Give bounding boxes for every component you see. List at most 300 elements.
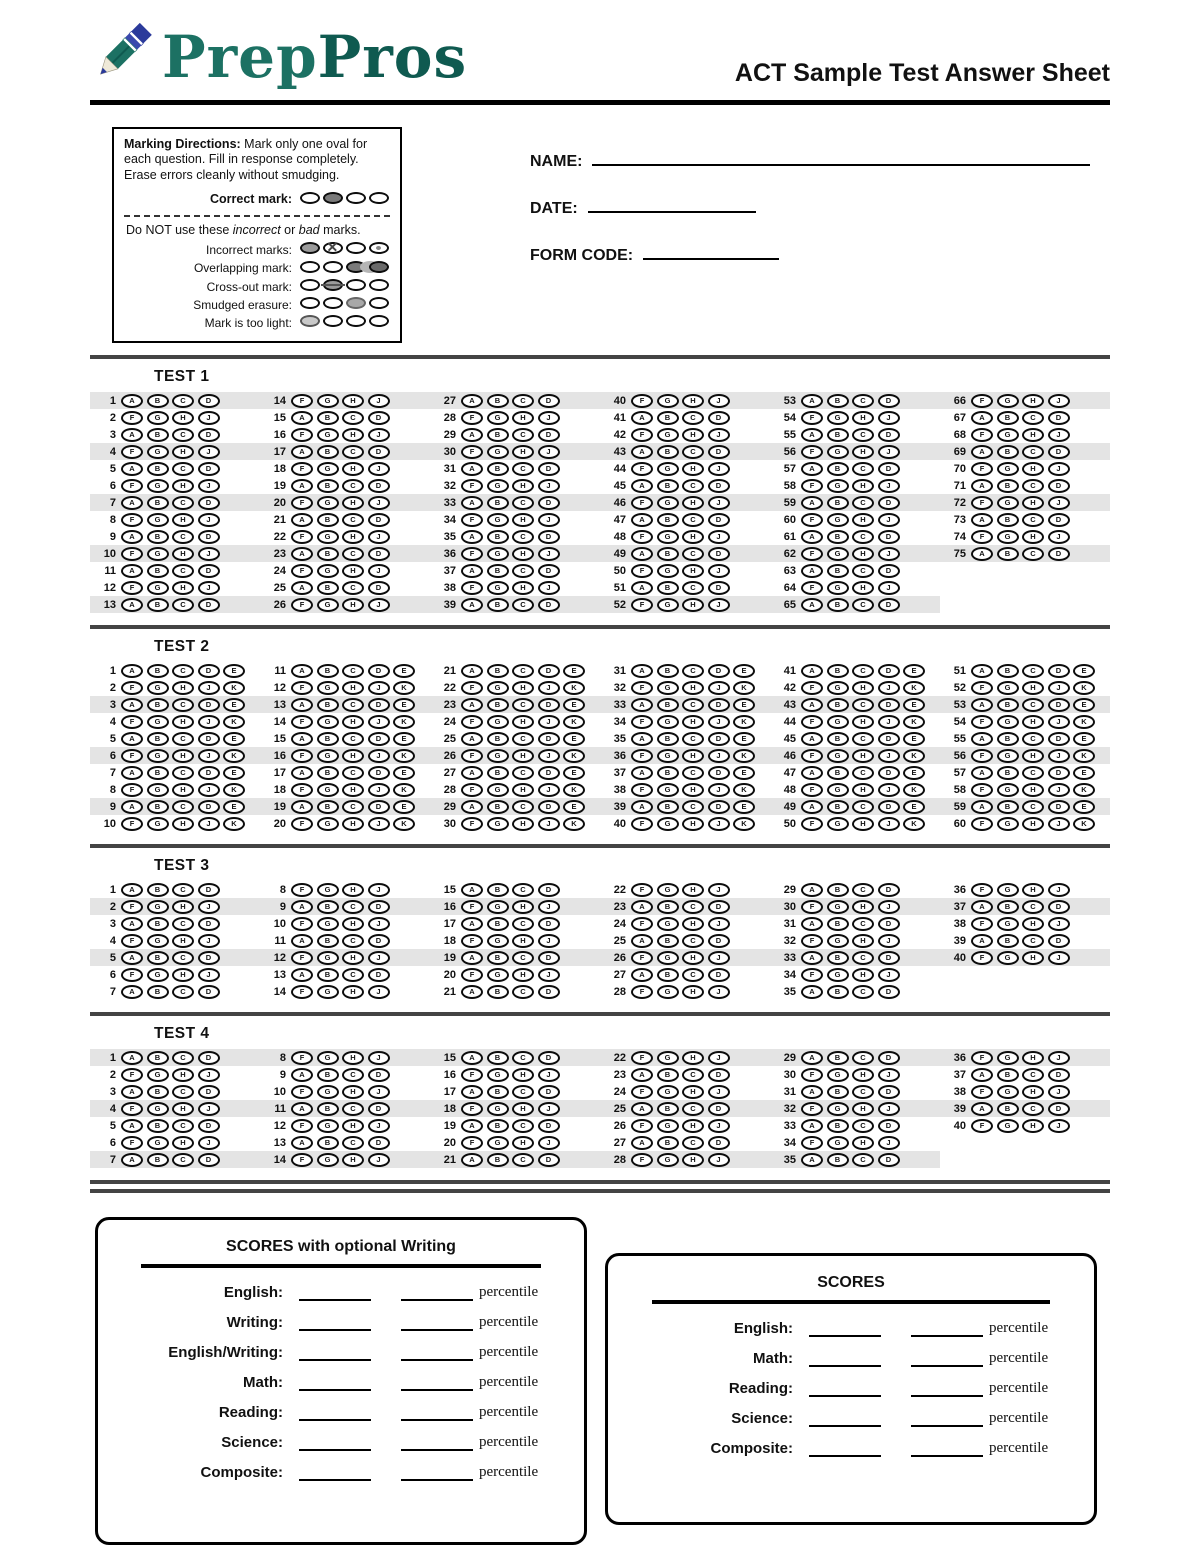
bubble-q23-B[interactable]: B <box>657 1068 679 1082</box>
bubble-q31-B[interactable]: B <box>827 917 849 931</box>
bubble-q40-G[interactable]: G <box>997 951 1019 965</box>
bubble-q16-F[interactable]: F <box>461 1068 483 1082</box>
scores-score-line[interactable] <box>809 1443 881 1457</box>
bubble-q10-H[interactable]: H <box>172 547 194 561</box>
bubble-q16-H[interactable]: H <box>342 749 364 763</box>
bubble-q16-G[interactable]: G <box>487 1068 509 1082</box>
bubble-q1-D[interactable]: D <box>198 1051 220 1065</box>
bubble-q8-G[interactable]: G <box>317 883 339 897</box>
bubble-q54-G[interactable]: G <box>827 411 849 425</box>
bubble-q15-B[interactable]: B <box>487 883 509 897</box>
bubble-q39-B[interactable]: B <box>657 800 679 814</box>
bubble-q28-F[interactable]: F <box>631 985 653 999</box>
bubble-q10-G[interactable]: G <box>147 547 169 561</box>
bubble-q60-F[interactable]: F <box>971 817 993 831</box>
bubble-q21-D[interactable]: D <box>368 513 390 527</box>
bubble-q57-C[interactable]: C <box>852 462 874 476</box>
bubble-q21-B[interactable]: B <box>487 1153 509 1167</box>
bubble-q52-F[interactable]: F <box>631 598 653 612</box>
bubble-q6-G[interactable]: G <box>147 749 169 763</box>
bubble-q11-D[interactable]: D <box>368 934 390 948</box>
bubble-q62-H[interactable]: H <box>852 547 874 561</box>
bubble-q40-F[interactable]: F <box>631 394 653 408</box>
bubble-q4-H[interactable]: H <box>172 1102 194 1116</box>
bubble-q1-C[interactable]: C <box>172 883 194 897</box>
bubble-q58-F[interactable]: F <box>971 783 993 797</box>
bubble-q1-A[interactable]: A <box>121 1051 143 1065</box>
bubble-q11-A[interactable]: A <box>291 934 313 948</box>
bubble-q10-F[interactable]: F <box>121 547 143 561</box>
bubble-q7-B[interactable]: B <box>147 985 169 999</box>
bubble-q30-G[interactable]: G <box>487 445 509 459</box>
bubble-q12-G[interactable]: G <box>317 681 339 695</box>
bubble-q26-F[interactable]: F <box>461 749 483 763</box>
bubble-q5-C[interactable]: C <box>172 462 194 476</box>
bubble-q47-C[interactable]: C <box>852 766 874 780</box>
bubble-q17-D[interactable]: D <box>368 766 390 780</box>
bubble-q29-D[interactable]: D <box>878 883 900 897</box>
bubble-q31-A[interactable]: A <box>801 1085 823 1099</box>
bubble-q22-J[interactable]: J <box>538 681 560 695</box>
bubble-q1-A[interactable]: A <box>121 664 143 678</box>
bubble-q74-G[interactable]: G <box>997 530 1019 544</box>
bubble-q70-H[interactable]: H <box>1022 462 1044 476</box>
bubble-q20-G[interactable]: G <box>317 817 339 831</box>
bubble-q59-D[interactable]: D <box>1048 800 1070 814</box>
bubble-q42-K[interactable]: K <box>903 681 925 695</box>
bubble-q24-H[interactable]: H <box>342 564 364 578</box>
bubble-q50-G[interactable]: G <box>657 564 679 578</box>
bubble-q39-D[interactable]: D <box>1048 934 1070 948</box>
bubble-q69-D[interactable]: D <box>1048 445 1070 459</box>
bubble-q16-G[interactable]: G <box>317 428 339 442</box>
bubble-q13-C[interactable]: C <box>342 968 364 982</box>
bubble-q5-D[interactable]: D <box>198 1119 220 1133</box>
bubble-q54-J[interactable]: J <box>1048 715 1070 729</box>
bubble-q39-D[interactable]: D <box>708 800 730 814</box>
bubble-q11-A[interactable]: A <box>121 564 143 578</box>
bubble-q20-J[interactable]: J <box>538 1136 560 1150</box>
bubble-q22-H[interactable]: H <box>342 530 364 544</box>
bubble-q5-D[interactable]: D <box>198 951 220 965</box>
bubble-q45-B[interactable]: B <box>657 479 679 493</box>
bubble-q41-B[interactable]: B <box>657 411 679 425</box>
bubble-q39-B[interactable]: B <box>487 598 509 612</box>
bubble-q57-E[interactable]: E <box>1073 766 1095 780</box>
bubble-q48-J[interactable]: J <box>708 530 730 544</box>
bubble-q23-D[interactable]: D <box>368 547 390 561</box>
bubble-q59-D[interactable]: D <box>878 496 900 510</box>
bubble-q5-B[interactable]: B <box>147 951 169 965</box>
bubble-q36-G[interactable]: G <box>997 1051 1019 1065</box>
bubble-q50-F[interactable]: F <box>631 564 653 578</box>
bubble-q35-B[interactable]: B <box>487 530 509 544</box>
bubble-q31-C[interactable]: C <box>852 917 874 931</box>
bubble-q13-B[interactable]: B <box>317 968 339 982</box>
scores-percentile-line[interactable] <box>911 1353 983 1367</box>
bubble-q39-B[interactable]: B <box>997 1102 1019 1116</box>
bubble-q2-H[interactable]: H <box>172 1068 194 1082</box>
bubble-q34-H[interactable]: H <box>512 513 534 527</box>
bubble-q33-D[interactable]: D <box>538 496 560 510</box>
bubble-q36-F[interactable]: F <box>971 883 993 897</box>
bubble-q29-D[interactable]: D <box>538 800 560 814</box>
bubble-q65-C[interactable]: C <box>852 598 874 612</box>
bubble-q24-H[interactable]: H <box>682 917 704 931</box>
bubble-q25-C[interactable]: C <box>512 732 534 746</box>
bubble-q39-C[interactable]: C <box>682 800 704 814</box>
bubble-q62-G[interactable]: G <box>827 547 849 561</box>
bubble-q1-A[interactable]: A <box>121 394 143 408</box>
bubble-q12-H[interactable]: H <box>342 951 364 965</box>
bubble-q10-G[interactable]: G <box>317 1085 339 1099</box>
bubble-q43-D[interactable]: D <box>708 445 730 459</box>
bubble-q14-F[interactable]: F <box>291 985 313 999</box>
bubble-q24-J[interactable]: J <box>368 564 390 578</box>
bubble-q46-K[interactable]: K <box>903 749 925 763</box>
bubble-q14-H[interactable]: H <box>342 985 364 999</box>
bubble-q13-D[interactable]: D <box>198 598 220 612</box>
bubble-q30-F[interactable]: F <box>801 1068 823 1082</box>
bubble-q43-B[interactable]: B <box>657 445 679 459</box>
bubble-q23-D[interactable]: D <box>708 900 730 914</box>
bubble-q13-A[interactable]: A <box>121 598 143 612</box>
bubble-q61-A[interactable]: A <box>801 530 823 544</box>
bubble-q29-C[interactable]: C <box>512 800 534 814</box>
bubble-q34-G[interactable]: G <box>657 715 679 729</box>
bubble-q5-A[interactable]: A <box>121 1119 143 1133</box>
bubble-q27-A[interactable]: A <box>631 1136 653 1150</box>
bubble-q2-J[interactable]: J <box>198 900 220 914</box>
bubble-q35-D[interactable]: D <box>708 732 730 746</box>
bubble-q52-J[interactable]: J <box>1048 681 1070 695</box>
bubble-q64-G[interactable]: G <box>827 581 849 595</box>
bubble-q56-G[interactable]: G <box>997 749 1019 763</box>
bubble-q4-G[interactable]: G <box>147 715 169 729</box>
bubble-q49-C[interactable]: C <box>852 800 874 814</box>
bubble-q8-F[interactable]: F <box>121 783 143 797</box>
bubble-q29-C[interactable]: C <box>512 428 534 442</box>
bubble-q66-H[interactable]: H <box>1022 394 1044 408</box>
scores-percentile-line[interactable] <box>911 1383 983 1397</box>
bubble-q14-G[interactable]: G <box>317 715 339 729</box>
bubble-q44-G[interactable]: G <box>657 462 679 476</box>
bubble-q62-J[interactable]: J <box>878 547 900 561</box>
bubble-q14-G[interactable]: G <box>317 1153 339 1167</box>
bubble-q26-H[interactable]: H <box>342 598 364 612</box>
bubble-q36-H[interactable]: H <box>1022 883 1044 897</box>
scores-optional-score-line[interactable] <box>299 1347 371 1361</box>
bubble-q18-H[interactable]: H <box>342 462 364 476</box>
bubble-q28-J[interactable]: J <box>538 411 560 425</box>
bubble-q1-E[interactable]: E <box>223 664 245 678</box>
bubble-q36-G[interactable]: G <box>487 547 509 561</box>
bubble-q55-B[interactable]: B <box>997 732 1019 746</box>
bubble-q20-F[interactable]: F <box>291 496 313 510</box>
bubble-q41-E[interactable]: E <box>903 664 925 678</box>
bubble-q32-F[interactable]: F <box>801 1102 823 1116</box>
bubble-q18-H[interactable]: H <box>512 1102 534 1116</box>
scores-optional-percentile-line[interactable] <box>401 1377 473 1391</box>
bubble-q15-E[interactable]: E <box>393 732 415 746</box>
bubble-q17-D[interactable]: D <box>538 1085 560 1099</box>
bubble-q40-F[interactable]: F <box>971 951 993 965</box>
bubble-q72-J[interactable]: J <box>1048 496 1070 510</box>
bubble-q8-H[interactable]: H <box>172 513 194 527</box>
bubble-q64-J[interactable]: J <box>878 581 900 595</box>
bubble-q20-G[interactable]: G <box>487 1136 509 1150</box>
bubble-q33-A[interactable]: A <box>461 496 483 510</box>
bubble-q8-J[interactable]: J <box>198 783 220 797</box>
bubble-q25-B[interactable]: B <box>317 581 339 595</box>
bubble-q47-B[interactable]: B <box>827 766 849 780</box>
bubble-q24-F[interactable]: F <box>461 715 483 729</box>
bubble-q43-C[interactable]: C <box>852 698 874 712</box>
bubble-q28-G[interactable]: G <box>487 411 509 425</box>
bubble-q59-B[interactable]: B <box>827 496 849 510</box>
bubble-q58-H[interactable]: H <box>852 479 874 493</box>
bubble-q48-F[interactable]: F <box>801 783 823 797</box>
bubble-q46-G[interactable]: G <box>657 496 679 510</box>
bubble-q54-F[interactable]: F <box>801 411 823 425</box>
bubble-q37-D[interactable]: D <box>1048 1068 1070 1082</box>
bubble-q60-G[interactable]: G <box>997 817 1019 831</box>
bubble-q52-J[interactable]: J <box>708 598 730 612</box>
bubble-q52-H[interactable]: H <box>682 598 704 612</box>
bubble-q34-F[interactable]: F <box>801 1136 823 1150</box>
bubble-q14-H[interactable]: H <box>342 394 364 408</box>
bubble-q10-H[interactable]: H <box>172 817 194 831</box>
bubble-q74-J[interactable]: J <box>1048 530 1070 544</box>
bubble-q10-J[interactable]: J <box>198 547 220 561</box>
bubble-q29-A[interactable]: A <box>461 800 483 814</box>
bubble-q15-A[interactable]: A <box>291 411 313 425</box>
bubble-q72-G[interactable]: G <box>997 496 1019 510</box>
bubble-q12-F[interactable]: F <box>121 581 143 595</box>
name-input-line[interactable] <box>592 153 1090 166</box>
bubble-q15-B[interactable]: B <box>317 732 339 746</box>
bubble-q41-D[interactable]: D <box>878 664 900 678</box>
bubble-q54-G[interactable]: G <box>997 715 1019 729</box>
bubble-q15-A[interactable]: A <box>461 883 483 897</box>
bubble-q22-H[interactable]: H <box>682 1051 704 1065</box>
bubble-q52-F[interactable]: F <box>971 681 993 695</box>
bubble-q70-G[interactable]: G <box>997 462 1019 476</box>
bubble-q19-E[interactable]: E <box>393 800 415 814</box>
bubble-q57-D[interactable]: D <box>1048 766 1070 780</box>
bubble-q58-J[interactable]: J <box>878 479 900 493</box>
bubble-q67-C[interactable]: C <box>1022 411 1044 425</box>
bubble-q11-C[interactable]: C <box>342 934 364 948</box>
scores-optional-percentile-line[interactable] <box>401 1467 473 1481</box>
bubble-q35-B[interactable]: B <box>657 732 679 746</box>
bubble-q15-A[interactable]: A <box>461 1051 483 1065</box>
bubble-q50-G[interactable]: G <box>827 817 849 831</box>
bubble-q5-A[interactable]: A <box>121 462 143 476</box>
bubble-q38-G[interactable]: G <box>487 581 509 595</box>
bubble-q20-F[interactable]: F <box>461 968 483 982</box>
bubble-q56-K[interactable]: K <box>1073 749 1095 763</box>
bubble-q68-G[interactable]: G <box>997 428 1019 442</box>
bubble-q37-B[interactable]: B <box>997 900 1019 914</box>
bubble-q12-F[interactable]: F <box>291 1119 313 1133</box>
bubble-q8-J[interactable]: J <box>368 1051 390 1065</box>
bubble-q38-H[interactable]: H <box>512 581 534 595</box>
bubble-q21-A[interactable]: A <box>461 664 483 678</box>
bubble-q28-G[interactable]: G <box>487 783 509 797</box>
bubble-q65-A[interactable]: A <box>801 598 823 612</box>
bubble-q31-A[interactable]: A <box>631 664 653 678</box>
bubble-q24-G[interactable]: G <box>487 715 509 729</box>
bubble-q38-F[interactable]: F <box>971 917 993 931</box>
bubble-q29-C[interactable]: C <box>852 883 874 897</box>
bubble-q37-C[interactable]: C <box>1022 900 1044 914</box>
scores-optional-percentile-line[interactable] <box>401 1317 473 1331</box>
bubble-q50-J[interactable]: J <box>878 817 900 831</box>
bubble-q36-G[interactable]: G <box>997 883 1019 897</box>
bubble-q4-F[interactable]: F <box>121 1102 143 1116</box>
bubble-q25-A[interactable]: A <box>291 581 313 595</box>
bubble-q45-D[interactable]: D <box>708 479 730 493</box>
bubble-q48-J[interactable]: J <box>878 783 900 797</box>
bubble-q10-F[interactable]: F <box>121 817 143 831</box>
bubble-q9-C[interactable]: C <box>342 1068 364 1082</box>
bubble-q16-H[interactable]: H <box>512 1068 534 1082</box>
bubble-q32-J[interactable]: J <box>538 479 560 493</box>
bubble-q64-H[interactable]: H <box>852 581 874 595</box>
bubble-q6-J[interactable]: J <box>198 1136 220 1150</box>
bubble-q18-G[interactable]: G <box>317 462 339 476</box>
bubble-q3-D[interactable]: D <box>198 698 220 712</box>
bubble-q17-B[interactable]: B <box>487 917 509 931</box>
bubble-q35-C[interactable]: C <box>852 985 874 999</box>
bubble-q51-B[interactable]: B <box>657 581 679 595</box>
bubble-q20-K[interactable]: K <box>393 817 415 831</box>
bubble-q62-F[interactable]: F <box>801 547 823 561</box>
bubble-q9-D[interactable]: D <box>198 800 220 814</box>
bubble-q19-B[interactable]: B <box>317 800 339 814</box>
bubble-q49-D[interactable]: D <box>708 547 730 561</box>
bubble-q14-F[interactable]: F <box>291 1153 313 1167</box>
bubble-q29-A[interactable]: A <box>461 428 483 442</box>
bubble-q7-B[interactable]: B <box>147 766 169 780</box>
bubble-q57-D[interactable]: D <box>878 462 900 476</box>
bubble-q40-J[interactable]: J <box>1048 1119 1070 1133</box>
bubble-q16-F[interactable]: F <box>291 749 313 763</box>
bubble-q45-C[interactable]: C <box>682 479 704 493</box>
bubble-q56-H[interactable]: H <box>852 445 874 459</box>
bubble-q27-D[interactable]: D <box>538 394 560 408</box>
bubble-q24-G[interactable]: G <box>317 564 339 578</box>
bubble-q11-C[interactable]: C <box>342 664 364 678</box>
bubble-q20-J[interactable]: J <box>538 968 560 982</box>
bubble-q22-H[interactable]: H <box>682 883 704 897</box>
bubble-q48-H[interactable]: H <box>682 530 704 544</box>
bubble-q27-B[interactable]: B <box>487 394 509 408</box>
bubble-q31-B[interactable]: B <box>827 1085 849 1099</box>
scores-optional-score-line[interactable] <box>299 1287 371 1301</box>
bubble-q41-D[interactable]: D <box>708 411 730 425</box>
bubble-q49-B[interactable]: B <box>657 547 679 561</box>
bubble-q37-B[interactable]: B <box>997 1068 1019 1082</box>
bubble-q22-G[interactable]: G <box>487 681 509 695</box>
bubble-q7-D[interactable]: D <box>198 985 220 999</box>
bubble-q16-F[interactable]: F <box>291 428 313 442</box>
bubble-q6-F[interactable]: F <box>121 749 143 763</box>
bubble-q12-G[interactable]: G <box>317 1119 339 1133</box>
bubble-q19-D[interactable]: D <box>368 479 390 493</box>
bubble-q50-F[interactable]: F <box>801 817 823 831</box>
bubble-q11-B[interactable]: B <box>317 1102 339 1116</box>
bubble-q22-G[interactable]: G <box>317 530 339 544</box>
bubble-q29-E[interactable]: E <box>563 800 585 814</box>
bubble-q33-A[interactable]: A <box>801 951 823 965</box>
bubble-q31-B[interactable]: B <box>657 664 679 678</box>
bubble-q1-B[interactable]: B <box>147 883 169 897</box>
bubble-q1-D[interactable]: D <box>198 883 220 897</box>
bubble-q28-K[interactable]: K <box>563 783 585 797</box>
bubble-q54-J[interactable]: J <box>878 411 900 425</box>
bubble-q46-J[interactable]: J <box>878 749 900 763</box>
bubble-q43-D[interactable]: D <box>878 698 900 712</box>
bubble-q66-F[interactable]: F <box>971 394 993 408</box>
bubble-q30-H[interactable]: H <box>852 1068 874 1082</box>
bubble-q39-E[interactable]: E <box>733 800 755 814</box>
bubble-q28-J[interactable]: J <box>708 985 730 999</box>
bubble-q20-H[interactable]: H <box>512 1136 534 1150</box>
bubble-q32-F[interactable]: F <box>631 681 653 695</box>
bubble-q11-C[interactable]: C <box>172 564 194 578</box>
bubble-q74-H[interactable]: H <box>1022 530 1044 544</box>
bubble-q3-B[interactable]: B <box>147 917 169 931</box>
bubble-q73-A[interactable]: A <box>971 513 993 527</box>
bubble-q57-A[interactable]: A <box>971 766 993 780</box>
bubble-q8-F[interactable]: F <box>291 883 313 897</box>
bubble-q13-D[interactable]: D <box>368 968 390 982</box>
bubble-q59-E[interactable]: E <box>1073 800 1095 814</box>
bubble-q23-D[interactable]: D <box>538 698 560 712</box>
bubble-q6-H[interactable]: H <box>172 1136 194 1150</box>
bubble-q60-H[interactable]: H <box>1022 817 1044 831</box>
bubble-q67-B[interactable]: B <box>997 411 1019 425</box>
bubble-q55-A[interactable]: A <box>971 732 993 746</box>
bubble-q31-E[interactable]: E <box>733 664 755 678</box>
bubble-q53-E[interactable]: E <box>1073 698 1095 712</box>
scores-percentile-line[interactable] <box>911 1323 983 1337</box>
bubble-q16-J[interactable]: J <box>368 749 390 763</box>
bubble-q6-F[interactable]: F <box>121 479 143 493</box>
bubble-q42-H[interactable]: H <box>682 428 704 442</box>
bubble-q5-B[interactable]: B <box>147 462 169 476</box>
bubble-q15-B[interactable]: B <box>317 411 339 425</box>
bubble-q22-J[interactable]: J <box>708 883 730 897</box>
bubble-q40-K[interactable]: K <box>733 817 755 831</box>
bubble-q18-H[interactable]: H <box>512 934 534 948</box>
bubble-q14-F[interactable]: F <box>291 715 313 729</box>
bubble-q6-H[interactable]: H <box>172 479 194 493</box>
bubble-q25-B[interactable]: B <box>487 732 509 746</box>
bubble-q45-A[interactable]: A <box>801 732 823 746</box>
bubble-q16-G[interactable]: G <box>317 749 339 763</box>
bubble-q20-H[interactable]: H <box>512 968 534 982</box>
bubble-q35-A[interactable]: A <box>461 530 483 544</box>
bubble-q35-C[interactable]: C <box>682 732 704 746</box>
bubble-q26-G[interactable]: G <box>487 749 509 763</box>
bubble-q38-H[interactable]: H <box>1022 917 1044 931</box>
bubble-q75-A[interactable]: A <box>971 547 993 561</box>
bubble-q10-K[interactable]: K <box>223 817 245 831</box>
bubble-q32-H[interactable]: H <box>682 681 704 695</box>
